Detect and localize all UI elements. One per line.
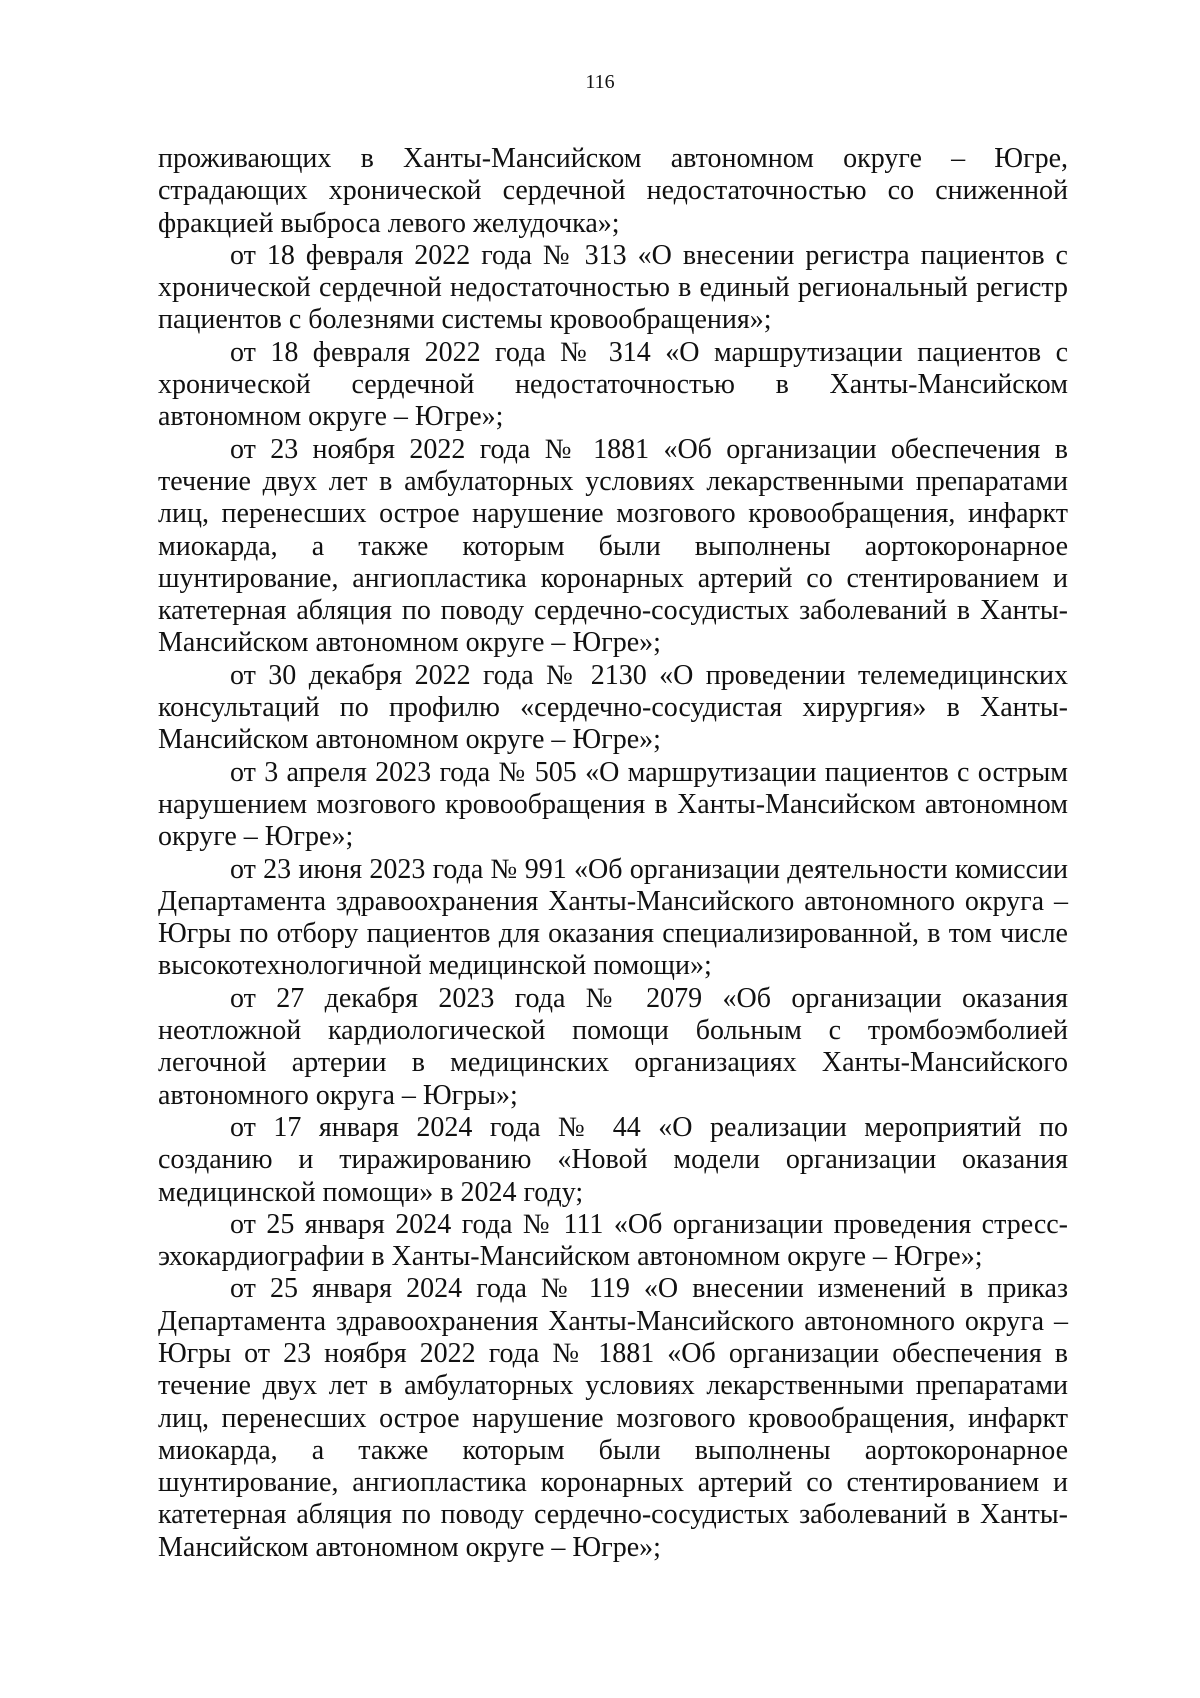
- paragraph-order-44: от 17 января 2024 года № 44 «О реализации мероприятий по созданию и тиражированию «Новой модели организации оказания медицинской помощи» в 2024 году;: [158, 1111, 1068, 1208]
- paragraph-order-2079: от 27 декабря 2023 года № 2079 «Об организации оказания неотложной кардиологической помощи больным с тромбоэмболией легочной артерии в медицинских организациях Ханты-Мансийского автономного округа – Югры»;: [158, 982, 1068, 1111]
- paragraph-order-314: от 18 февраля 2022 года № 314 «О маршрутизации пациентов с хронической сердечной недостаточностью в Ханты-Мансийском автономном округе – Югре»;: [158, 336, 1068, 433]
- paragraph-order-119: от 25 января 2024 года № 119 «О внесении изменений в приказ Департамента здравоохранения Ханты-Мансийского автономного округа – Югры от 23 ноября 2022 года № 1881 «Об организации обеспечения в течение двух лет в амбулаторных условиях лекарственными препаратами лиц, перенесших острое нарушение мозгового кровообращения, инфаркт миокарда, а также которым были выполнены аортокоронарное шунтирование, ангиопластика коронарных артерий со стентированием и катетерная абляция по поводу сердечно-сосудистых заболеваний в Ханты-Мансийском автономном округе – Югре»;: [158, 1273, 1068, 1563]
- paragraph-order-2130: от 30 декабря 2022 года № 2130 «О проведении телемедицинских консультаций по профилю «сердечно-сосудистая хирургия» в Ханты-Мансийском автономном округе – Югре»;: [158, 659, 1068, 756]
- paragraph-order-991: от 23 июня 2023 года № 991 «Об организации деятельности комиссии Департамента здравоохранения Ханты-Мансийского автономного округа – Югры по отбору пациентов для оказания специализированной, в том числе высокотехнологичной медицинской помощи»;: [158, 853, 1068, 982]
- paragraph-order-1881: от 23 ноября 2022 года № 1881 «Об организации обеспечения в течение двух лет в амбулаторных условиях лекарственными препаратами лиц, перенесших острое нарушение мозгового кровообращения, инфаркт миокарда, а также которым были выполнены аортокоронарное шунтирование, ангиопластика коронарных артерий со стентированием и катетерная абляция по поводу сердечно-сосудистых заболеваний в Ханты-Мансийском автономном округе – Югре»;: [158, 433, 1068, 659]
- page-number: 116: [585, 71, 615, 93]
- document-body: [158, 143, 1068, 1564]
- paragraph-continuation: проживающих в Ханты-Мансийском автономном округе – Югре, страдающих хронической сердечной недостаточностью со сниженной фракцией выброса левого желудочка»;: [158, 143, 1068, 239]
- paragraph-order-505: от 3 апреля 2023 года № 505 «О маршрутизации пациентов с острым нарушением мозгового кровообращения в Ханты-Мансийском автономном округе – Югре»;: [158, 756, 1068, 853]
- paragraph-order-313: от 18 февраля 2022 года № 313 «О внесении регистра пациентов с хронической сердечной недостаточностью в единый региональный регистр пациентов с болезнями системы кровообращения»;: [158, 239, 1068, 336]
- paragraph-order-111: от 25 января 2024 года № 111 «Об организации проведения стресс-эхокардиографии в Ханты-Мансийском автономном округе – Югре»;: [158, 1208, 1068, 1273]
